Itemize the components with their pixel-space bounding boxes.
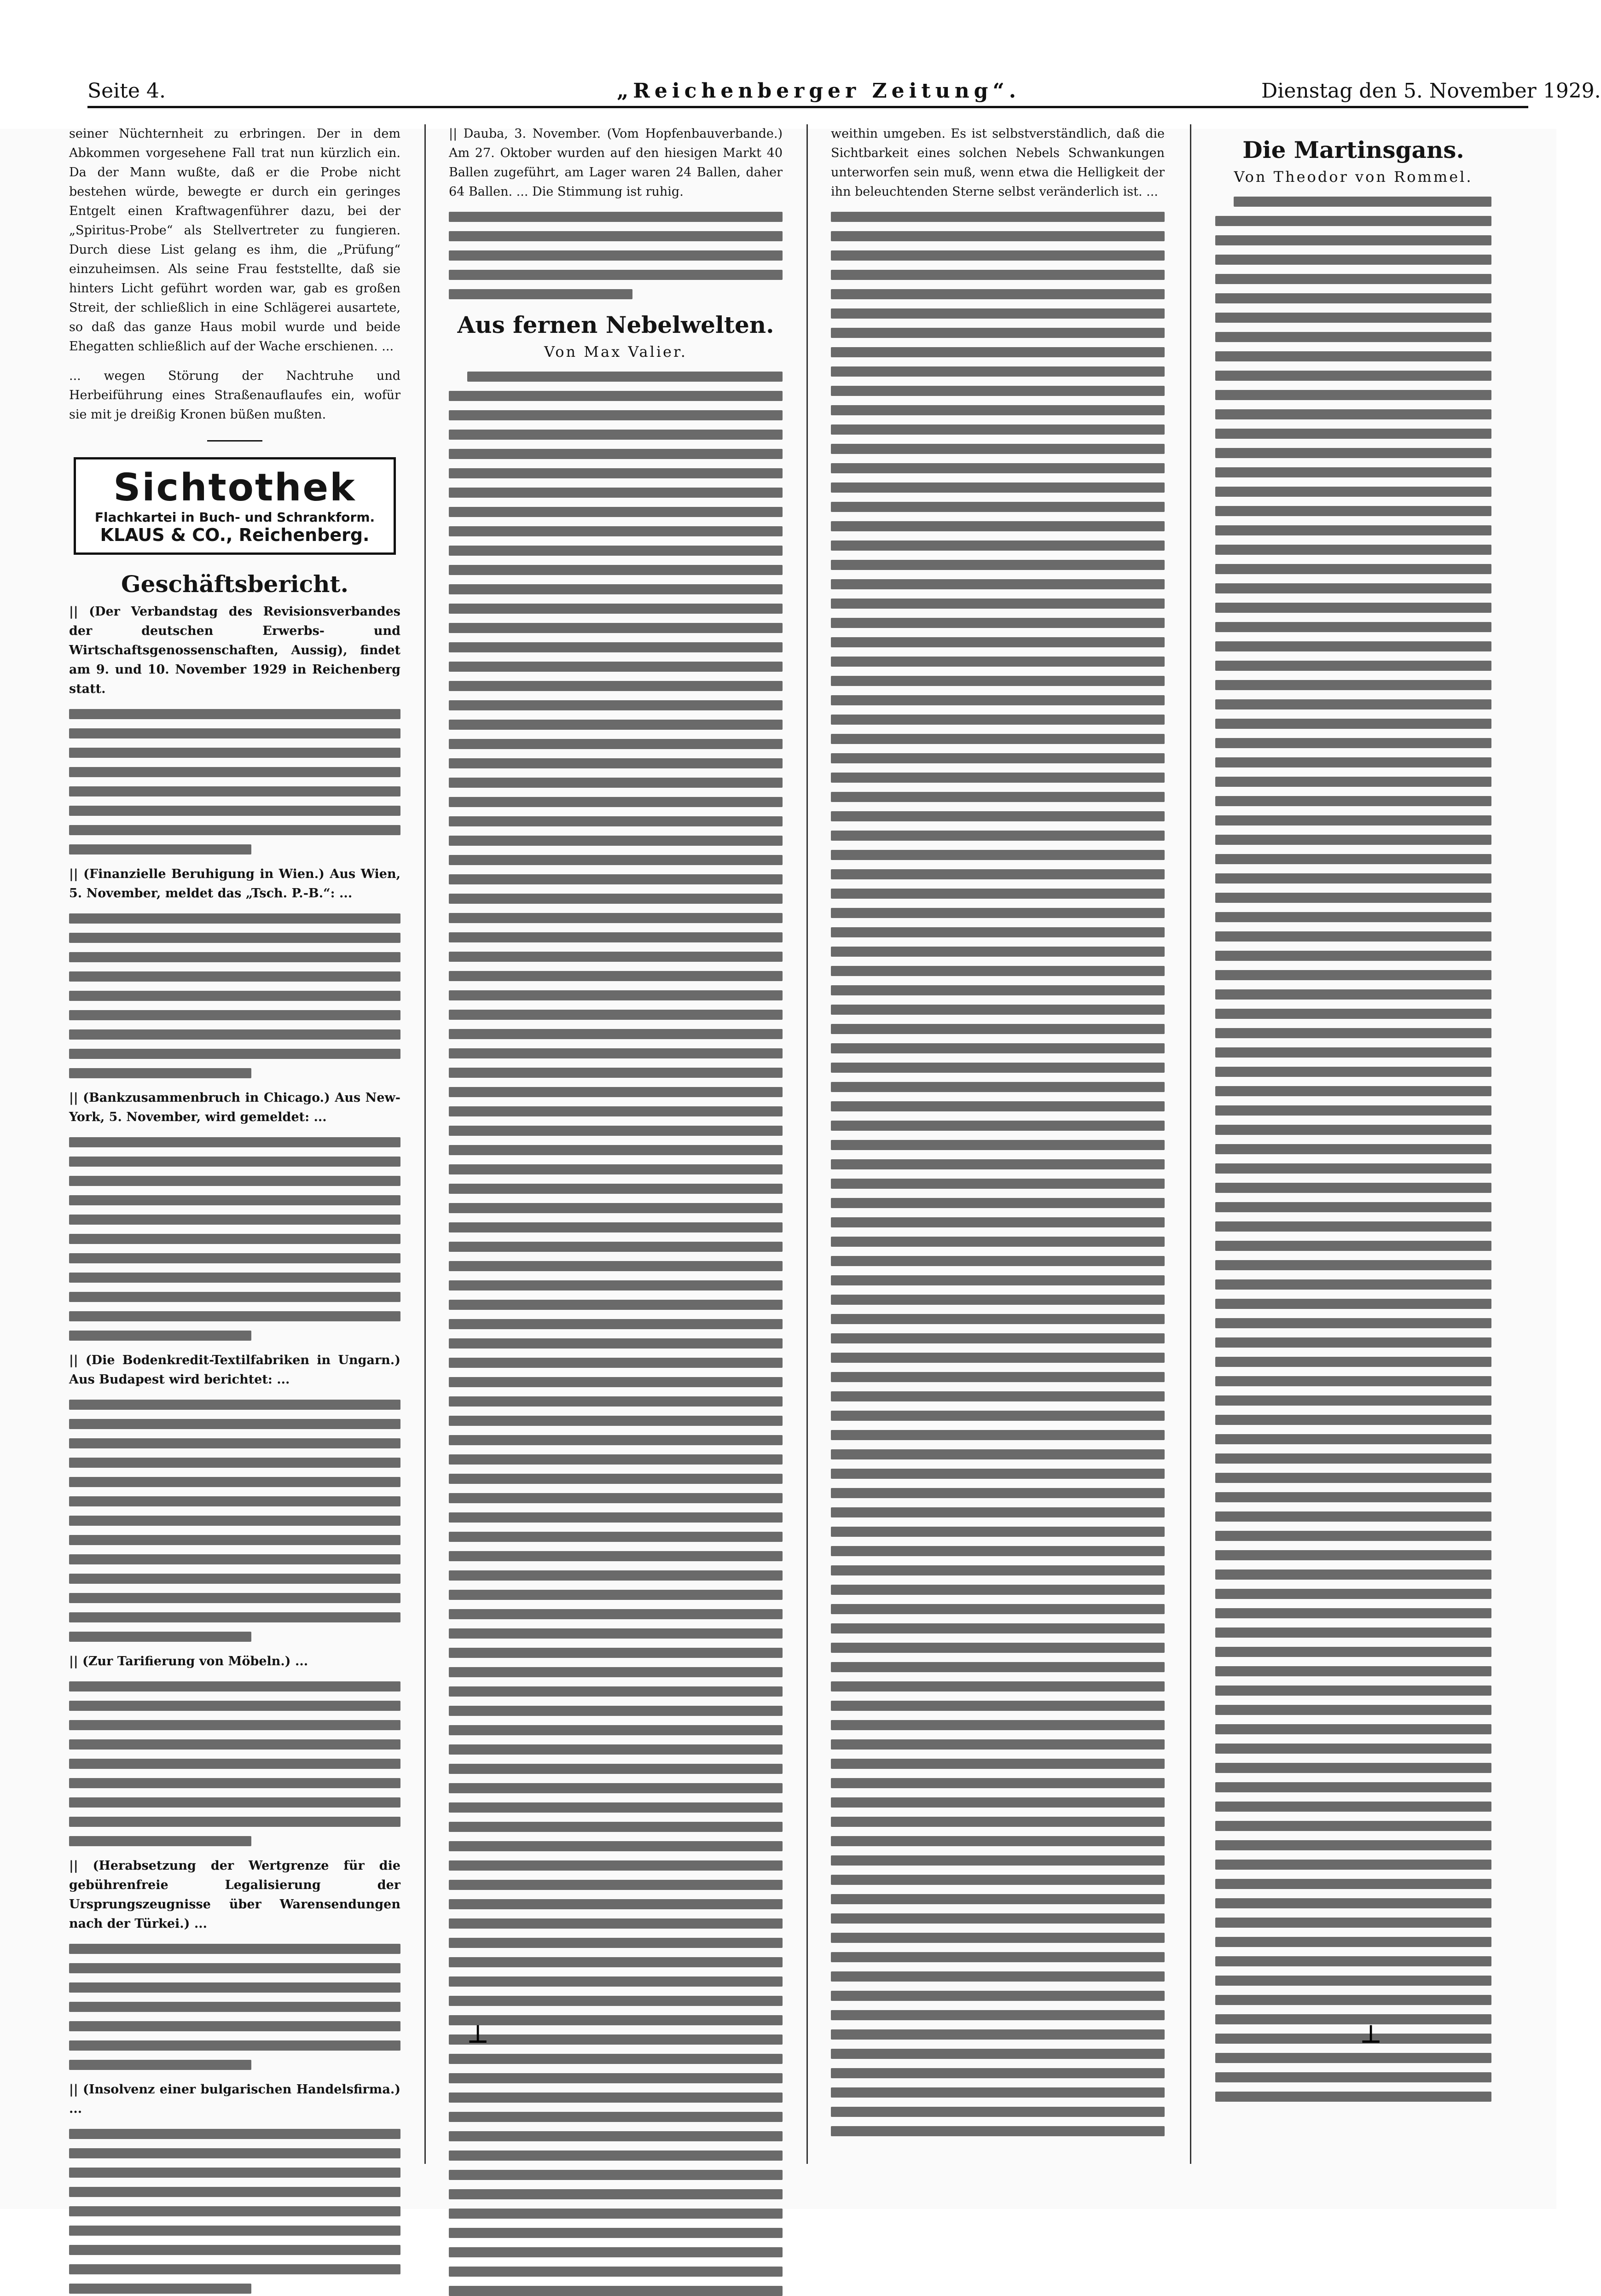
advertisement-sichtothek xyxy=(74,457,396,555)
text-block xyxy=(449,372,783,2296)
article-paragraph: ... wegen Störung der Nachtruhe und Herbeiführung eines Straßenauflaufes ein, wofür sie mit je dreißig Kronen büßen mußten. xyxy=(69,369,400,422)
news-item: || (Bankzusammenbruch in Chicago.) Aus New-York, 5. November, wird gemeldet: ... xyxy=(69,1091,400,1124)
news-item: || Dauba, 3. November. (Vom Hopfenbauverbande.) Am 27. Oktober wurden auf den hiesigen Markt 40 Ballen zugeführt, am Lager waren 24 Ballen, daher 64 Ballen. ... Die Stimmung ist ruhig. xyxy=(449,127,783,199)
column-divider xyxy=(1190,124,1191,2164)
news-item: || (Herabsetzung der Wertgrenze für die gebührenfreie Legalisierung der Ursprungszeugnisse über Warensendungen nach der Türkei.) ... xyxy=(69,1859,400,1931)
column-divider xyxy=(806,124,808,2164)
printer-mark: ┴ xyxy=(470,2026,487,2058)
text-block xyxy=(69,1137,400,1341)
article-byline: Von Max Valier. xyxy=(544,343,687,360)
newspaper-title: „Reichenberger Zeitung“. xyxy=(617,79,1021,103)
column-3 xyxy=(831,124,1165,2168)
section-title: Geschäftsbericht. xyxy=(121,570,349,598)
text-block xyxy=(69,1681,400,1846)
article-paragraph: weithin umgeben. Es ist selbstverständlich, daß die Sichtbarkeit eines solchen Nebels Schwankungen unterworfen sein muß, wenn etwa die Helligkeit der ihn beleuchtenden Sterne selbst veränderlich ist. ... xyxy=(831,127,1165,199)
ad-company: KLAUS & CO., Reichenberg. xyxy=(100,525,370,545)
text-block xyxy=(69,2129,400,2294)
news-item: || (Die Bodenkredit-Textilfabriken in Ungarn.) Aus Budapest wird berichtet: ... xyxy=(69,1353,400,1387)
separator xyxy=(207,440,262,442)
column-4 xyxy=(1215,124,1491,2168)
page-number: Seite 4. xyxy=(87,79,166,103)
header-rule xyxy=(87,106,1528,108)
ad-subtitle: Flachkartei in Buch- und Schrankform. xyxy=(94,510,375,525)
article-title: Aus fernen Nebelwelten. xyxy=(457,311,774,338)
page-header xyxy=(0,0,1601,129)
text-block xyxy=(831,212,1165,2136)
column-1 xyxy=(69,124,400,2168)
news-item: || (Der Verbandstag des Revisionsverbandes der deutschen Erwerbs- und Wirtschaftsgenossenschaften, Aussig), findet am 9. und 10. November 1929 in Reichenberg statt. xyxy=(69,605,400,696)
text-block xyxy=(1215,197,1491,2102)
column-2 xyxy=(449,124,783,2168)
article-byline: Von Theodor von Rommel. xyxy=(1234,168,1473,186)
news-item: || (Zur Tarifierung von Möbeln.) ... xyxy=(69,1654,308,1668)
news-item: || (Finanzielle Beruhigung in Wien.) Aus Wien, 5. November, meldet das „Tsch. P.-B.“: ... xyxy=(69,867,400,901)
text-block xyxy=(449,212,783,299)
text-block xyxy=(69,1944,400,2070)
article-title: Die Martinsgans. xyxy=(1242,136,1464,163)
text-block xyxy=(69,709,400,854)
text-block xyxy=(69,1400,400,1642)
news-item: || (Insolvenz einer bulgarischen Handelsfirma.) ... xyxy=(69,2082,400,2116)
issue-date: Dienstag den 5. November 1929. xyxy=(1261,79,1601,103)
ad-title: Sichtothek xyxy=(113,466,356,510)
text-block xyxy=(69,913,400,1078)
article-paragraph: seiner Nüchternheit zu erbringen. Der in dem Abkommen vorgesehene Fall trat nun kürzlich ein. Da der Mann wußte, daß er die Probe nicht bestehen würde, bewegte er durch ein geringes Entgelt einen Kraftwagenführer dazu, bei der „Spiritus-Probe“ als Stellvertreter zu fungieren. Durch diese List gelang es ihm, die „Prüfung“ einzuheimsen. Als seine Frau feststellte, daß sie hinters Licht geführt worden war, gab es großen Streit, der schließlich in eine Schlägerei ausartete, so daß das ganze Haus mobil wurde und beide Ehegatten schließlich auf der Wache erschienen. ... xyxy=(69,127,400,354)
column-divider xyxy=(424,124,426,2164)
printer-mark: ┴ xyxy=(1363,2026,1380,2058)
